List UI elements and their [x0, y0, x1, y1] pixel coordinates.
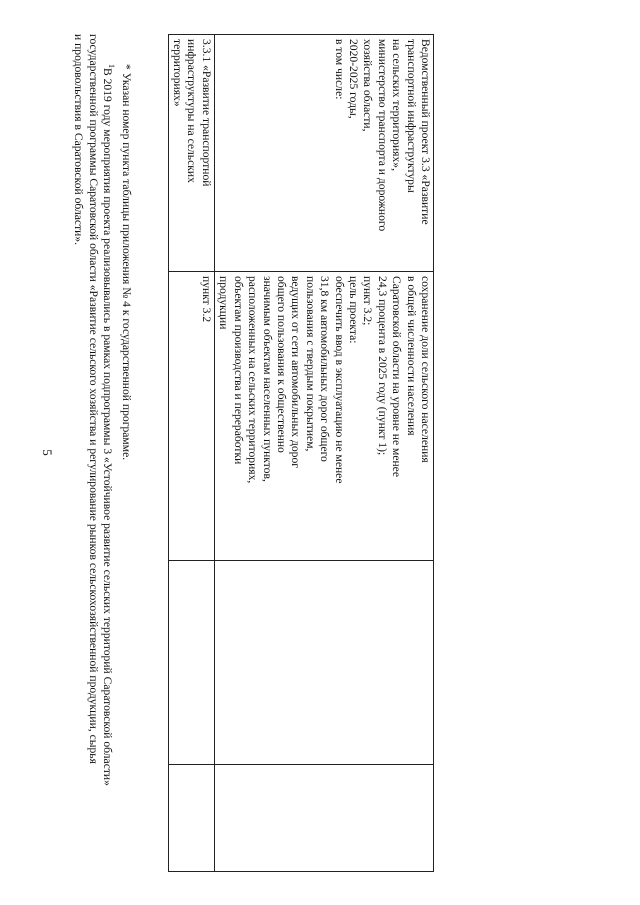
text-line: расположенных на сельских территориях,	[246, 276, 260, 484]
text-line: хозяйства области,	[361, 39, 375, 132]
text-line: 31,8 км автомобильных дорог общего	[318, 276, 332, 462]
project-name-cell	[214, 35, 433, 272]
text-line: ведущих от сети автомобильных дорог	[289, 276, 303, 468]
footnote-1-continued: государственной программы Саратовской области «Развитие сельского хозяйства и регулирование рынков сельскохозяйственной продукции, сырья	[86, 34, 100, 764]
text-line: Ведомственный проект 3.3 «Развитие	[419, 39, 432, 225]
table-row	[168, 35, 214, 872]
footnote-1-continued: и продовольствия в Саратовской области».	[71, 34, 85, 246]
empty-cell	[168, 765, 214, 872]
text-line: продукции	[217, 276, 231, 330]
text-line: 2020-2025 годы,	[346, 39, 360, 119]
table-row	[214, 35, 433, 872]
text-line: инфраструктуры на сельских	[185, 39, 199, 183]
text-line: обеспечить ввод в эксплуатацию не менее	[332, 276, 346, 484]
text-line: министерство транспорта и дорожного	[375, 39, 389, 232]
text-line: общего пользования к общественно	[274, 276, 288, 453]
text-line: транспортной инфраструктуры	[404, 39, 418, 193]
text-line: в том числе:	[332, 39, 346, 100]
page-number: 5	[39, 449, 55, 456]
text-line: объектам производства и переработки	[231, 276, 245, 465]
project-goal-cell	[214, 272, 433, 561]
text-line: территориях»	[171, 39, 185, 107]
text-line: сохранение доли сельского населения	[419, 276, 432, 463]
text-line: на сельских территориях»,	[390, 39, 404, 171]
text-line: пользования с твердым покрытием,	[303, 276, 317, 452]
text-line: 24,3 процента в 2025 году (пункт 1);	[375, 276, 389, 456]
text-line: пункт 3.2;	[361, 276, 375, 326]
text-line: значимым объектам населенных пунктов,	[260, 276, 274, 482]
footnote-1	[100, 34, 119, 864]
text-line: цель проекта:	[346, 276, 360, 344]
subproject-goal-cell	[168, 272, 214, 561]
empty-cell	[214, 561, 433, 765]
text-line: в общей численности населения	[404, 276, 418, 436]
rotated-page-content	[69, 34, 434, 884]
project-table	[168, 34, 434, 872]
text-line: Саратовской области на уровне не менее	[390, 276, 404, 477]
footnote-star: * Указан номер пункта таблицы приложения № 4 к государственной программе.	[120, 64, 133, 461]
empty-cell	[168, 561, 214, 765]
subproject-name-cell	[168, 35, 214, 272]
text-line: пункт 3.2	[199, 276, 213, 323]
footnote-text: В 2019 году мероприятия проекта реализовывались в рамках подпрограммы 3 «Устойчивое развитие сельских территорий Саратовской области»	[101, 68, 115, 786]
footnotes	[70, 34, 133, 864]
footnote-mark: 1	[107, 64, 117, 68]
empty-cell	[214, 765, 433, 872]
text-line: 3.3.1 «Развитие транспортной	[199, 39, 213, 187]
